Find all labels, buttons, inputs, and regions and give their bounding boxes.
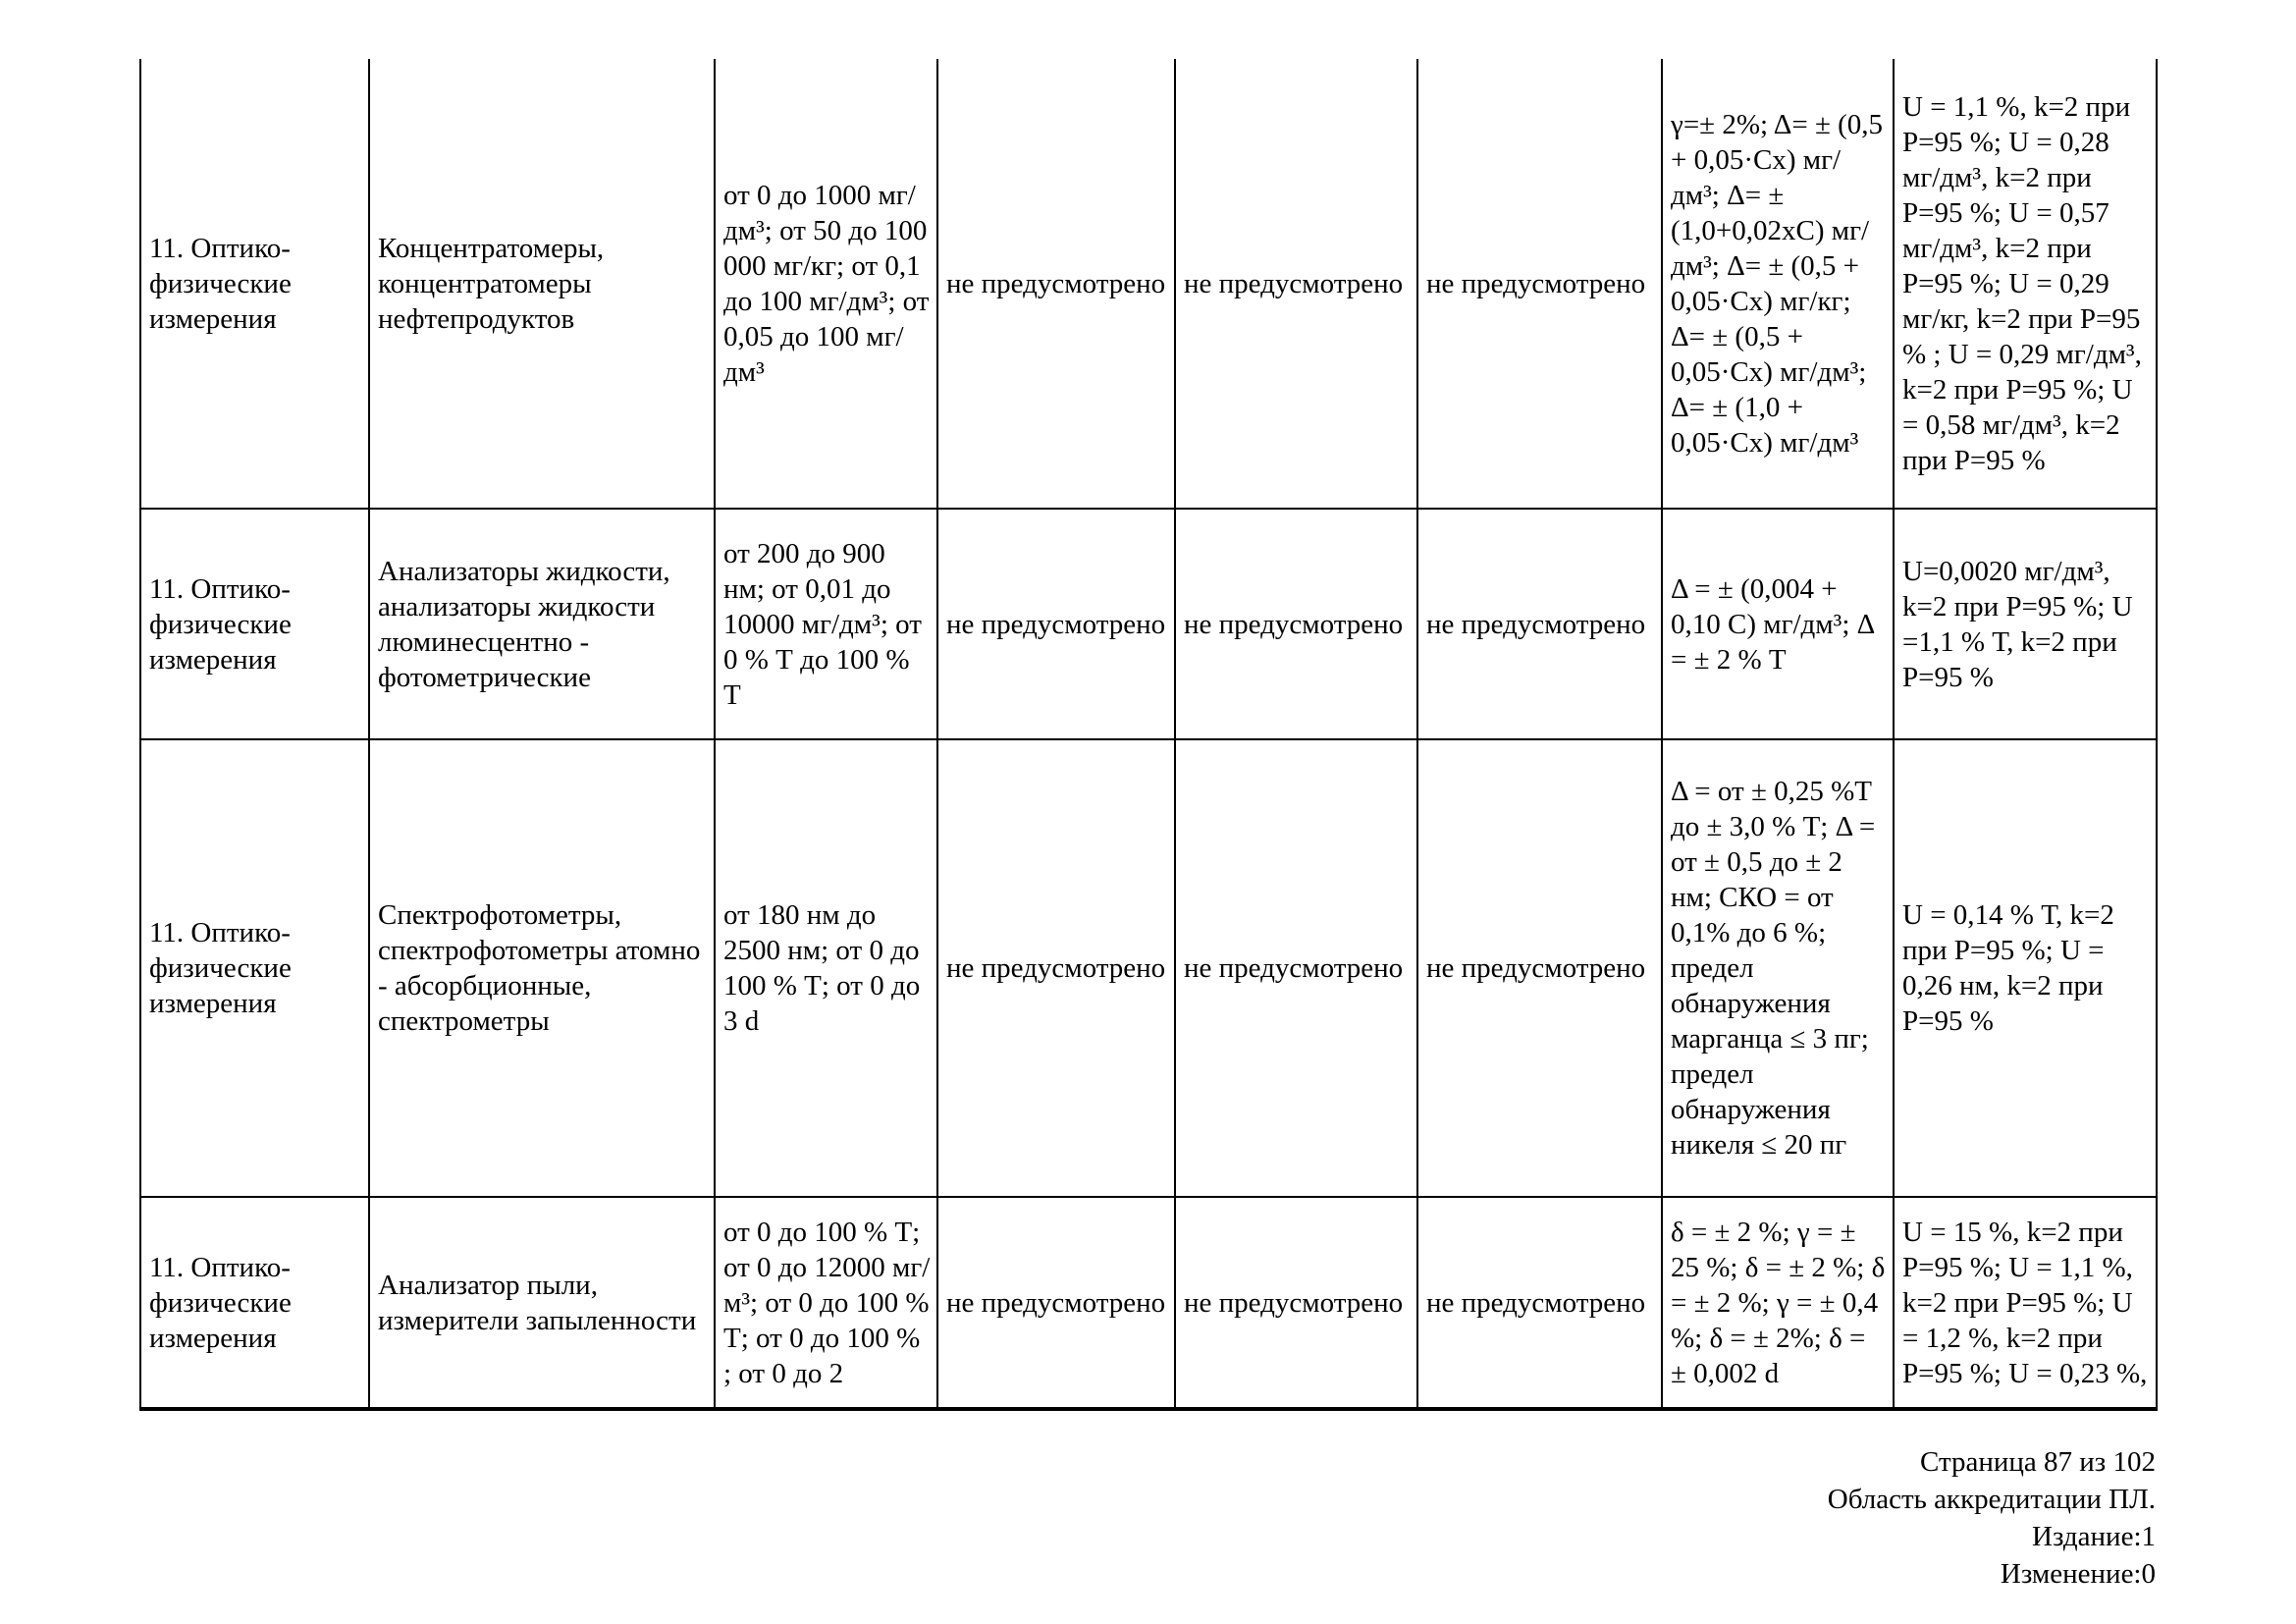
- cell-error-characteristics: Δ = ± (0,004 + 0,10 С) мг/дм³; Δ = ± 2 % Т: [1662, 509, 1894, 739]
- footer-scope-title: Область аккредитации ПЛ.: [1827, 1484, 2156, 1515]
- cell-measurement-type: 11. Оптико-физические измерения: [140, 739, 369, 1197]
- cell-measurement-range: от 0 до 1000 мг/дм³; от 50 до 100 000 мг/кг; от 0,1 до 100 мг/дм³; от 0,05 до 100 мг/дм³: [715, 59, 937, 509]
- cell-measurement-type: 11. Оптико-физические измерения: [140, 1197, 369, 1409]
- cell-measurement-type: 11. Оптико-физические измерения: [140, 509, 369, 739]
- cell-not-provided-2: не предусмотрено: [1175, 509, 1417, 739]
- footer-edition: Издание:1: [2032, 1521, 2156, 1552]
- cell-instruments: Анализаторы жидкости, анализаторы жидкости люминесцентно - фотометрические: [369, 509, 715, 739]
- cell-not-provided-3: не предусмотрено: [1417, 59, 1662, 509]
- cell-instruments: Анализатор пыли, измерители запыленности: [369, 1197, 715, 1409]
- cell-error-characteristics: δ = ± 2 %; γ = ± 25 %; δ = ± 2 %; δ = ± 2 %; γ = ± 0,4 %; δ = ± 2%; δ = ± 0,002 d: [1662, 1197, 1894, 1409]
- table-row: [140, 739, 2157, 1197]
- cell-instruments: Концентратомеры, концентратомеры нефтепродуктов: [369, 59, 715, 509]
- table-row: [140, 509, 2157, 739]
- cell-not-provided-3: не предусмотрено: [1417, 509, 1662, 739]
- cell-not-provided-1: не предусмотрено: [937, 509, 1175, 739]
- cell-measurement-range: от 200 до 900 нм; от 0,01 до 10000 мг/дм³; от 0 % Т до 100 % Т: [715, 509, 937, 739]
- accreditation-scope-table: [139, 59, 2158, 1411]
- cell-uncertainty: U=0,0020 мг/дм³, k=2 при Р=95 %; U =1,1 % Т, k=2 при Р=95 %: [1894, 509, 2157, 739]
- cell-not-provided-3: не предусмотрено: [1417, 739, 1662, 1197]
- table-row: [140, 1197, 2157, 1409]
- cell-not-provided-1: не предусмотрено: [937, 59, 1175, 509]
- cell-not-provided-1: не предусмотрено: [937, 1197, 1175, 1409]
- page-footer: [1828, 1443, 2156, 1593]
- footer-page-number: Страница 87 из 102: [1919, 1446, 2156, 1478]
- table-row: [140, 59, 2157, 509]
- cell-error-characteristics: γ=± 2%; Δ= ± (0,5 + 0,05·Сх) мг/дм³; Δ= ± (1,0+0,02хС) мг/дм³; Δ= ± (0,5 + 0,05·Сх) мг/кг; Δ= ± (0,5 + 0,05·Сх) мг/дм³; Δ= ± (1,0 + 0,05·Сх) мг/дм³: [1662, 59, 1894, 509]
- cell-measurement-range: от 180 нм до 2500 нм; от 0 до 100 % Т; от 0 до 3 d: [715, 739, 937, 1197]
- cell-uncertainty: U = 0,14 % Т, k=2 при Р=95 %; U = 0,26 нм, k=2 при Р=95 %: [1894, 739, 2157, 1197]
- cell-error-characteristics: Δ = от ± 0,25 %Т до ± 3,0 % Т; Δ = от ± 0,5 до ± 2 нм; СКО = от 0,1% до 6 %; предел обнаружения марганца ≤ 3 пг; предел обнаружения никеля ≤ 20 пг: [1662, 739, 1894, 1197]
- cell-not-provided-1: не предусмотрено: [937, 739, 1175, 1197]
- cell-not-provided-2: не предусмотрено: [1175, 1197, 1417, 1409]
- cell-instruments: Спектрофотометры, спектрофотометры атомно - абсорбционные, спектрометры: [369, 739, 715, 1197]
- cell-uncertainty: U = 15 %, k=2 при Р=95 %; U = 1,1 %, k=2 при Р=95 %; U = 1,2 %, k=2 при Р=95 %; U = 0,23 %,: [1894, 1197, 2157, 1409]
- cell-measurement-range: от 0 до 100 % Т; от 0 до 12000 мг/м³; от 0 до 100 % Т; от 0 до 100 % ; от 0 до 2: [715, 1197, 937, 1409]
- cell-not-provided-2: не предусмотрено: [1175, 739, 1417, 1197]
- cell-measurement-type: 11. Оптико-физические измерения: [140, 59, 369, 509]
- footer-revision: Изменение:0: [2000, 1558, 2156, 1590]
- cell-not-provided-2: не предусмотрено: [1175, 59, 1417, 509]
- cell-uncertainty: U = 1,1 %, k=2 при Р=95 %; U = 0,28 мг/дм³, k=2 при Р=95 %; U = 0,57 мг/дм³, k=2 при Р=95 %; U = 0,29 мг/кг, k=2 при Р=95 % ; U = 0,29 мг/дм³, k=2 при Р=95 %; U = 0,58 мг/дм³, k=2 при Р=95 %: [1894, 59, 2157, 509]
- cell-not-provided-3: не предусмотрено: [1417, 1197, 1662, 1409]
